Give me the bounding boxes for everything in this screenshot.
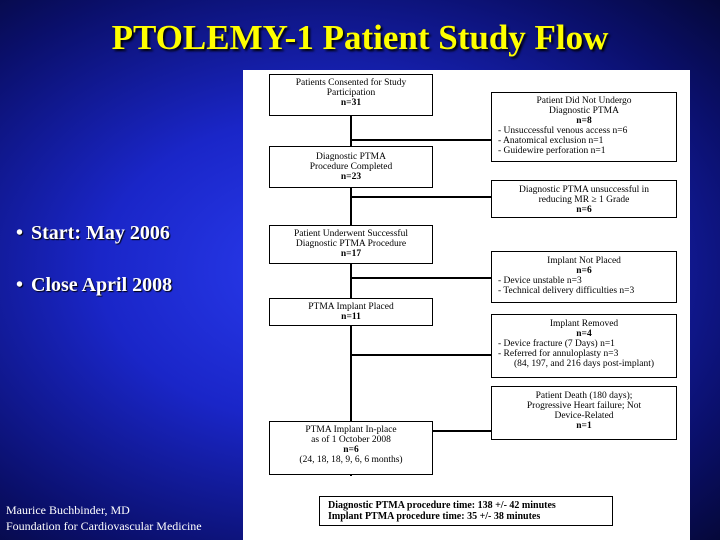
not-placed-item: - Technical delivery difficulties n=3 [498,286,635,296]
box-diag-successful [269,225,433,264]
implant-placed-line1: PTMA Implant Placed [308,302,394,312]
consented-line1: Patients Consented for Study [295,78,407,88]
removed-n: n=4 [576,329,592,339]
not-undergo-n: n=8 [576,116,592,126]
author-credit [6,502,202,534]
author-name: Maurice Buchbinder, MD [6,503,130,517]
flowchart-panel [243,70,690,540]
not-undergo-item: - Unsuccessful venous access n=6 [498,126,628,136]
death-n: n=1 [576,421,592,431]
box-diag-completed [269,146,433,188]
author-org: Foundation for Cardiovascular Medicine [6,519,202,533]
consented-n: n=31 [340,98,362,108]
box-death [491,386,677,440]
not-undergo-line2: Diagnostic PTMA [549,106,619,116]
diag-completed-line2: Procedure Completed [309,162,393,172]
box-diag-unsuccessful [491,180,677,218]
not-undergo-item: - Anatomical exclusion n=1 [498,136,604,146]
inplace-line2: as of 1 October 2008 [311,435,391,445]
diag-unsuccessful-n: n=6 [576,205,592,215]
removed-item: - Device fracture (7 Days) n=1 [498,339,615,349]
bullet-start: • Start: May 2006 [16,222,170,244]
diag-unsuccessful-line1: Diagnostic PTMA unsuccessful in [518,185,650,195]
bullet-close: • Close April 2008 [16,274,173,296]
inplace-line1: PTMA Implant In-place [305,425,397,435]
box-consented [269,74,433,116]
diag-completed-line1: Diagnostic PTMA [316,152,386,162]
not-placed-line1: Implant Not Placed [547,256,621,266]
removed-item-detail: (84, 197, and 216 days post-implant) [513,359,655,369]
summary-line1: Diagnostic PTMA procedure time: 138 +/- 42 minutes [328,500,556,511]
slide-title: PTOLEMY-1 Patient Study Flow [111,18,609,57]
consented-line2: Participation [326,88,376,98]
bullet-start-text: Start: May 2006 [31,222,170,244]
connector-not-undergo [350,139,491,141]
connector-unsuccessful [350,196,491,198]
not-placed-item: - Device unstable n=3 [498,276,582,286]
diag-successful-n: n=17 [340,249,362,259]
box-procedure-times [319,496,613,526]
box-not-placed [491,251,677,303]
inplace-detail: (24, 18, 18, 9, 6, 6 months) [299,455,403,465]
summary-line2: Implant PTMA procedure time: 35 +/- 38 minutes [328,511,541,522]
not-undergo-line1: Patient Did Not Undergo [536,96,632,106]
inplace-n: n=6 [343,445,359,455]
death-line2: Progressive Heart failure; Not [526,401,642,411]
box-implant-placed [269,298,433,326]
death-line1: Patient Death (180 days); [535,391,633,401]
implant-placed-n: n=11 [341,312,361,322]
diag-unsuccessful-line2: reducing MR ≥ 1 Grade [538,195,630,205]
connector-not-placed [350,277,491,279]
box-implant-inplace [269,421,433,475]
death-line3: Device-Related [554,411,614,421]
not-placed-n: n=6 [576,266,592,276]
bullet-close-text: Close April 2008 [31,274,173,296]
removed-line1: Implant Removed [549,319,619,329]
diag-completed-n: n=23 [340,172,362,182]
box-removed [491,314,677,378]
removed-item: - Referred for annuloplasty n=3 [498,349,619,359]
connector-removed [350,354,491,356]
diag-successful-line1: Patient Underwent Successful [294,229,408,239]
box-not-undergo [491,92,677,162]
not-undergo-item: - Guidewire perforation n=1 [498,146,606,156]
diag-successful-line2: Diagnostic PTMA Procedure [295,239,407,249]
